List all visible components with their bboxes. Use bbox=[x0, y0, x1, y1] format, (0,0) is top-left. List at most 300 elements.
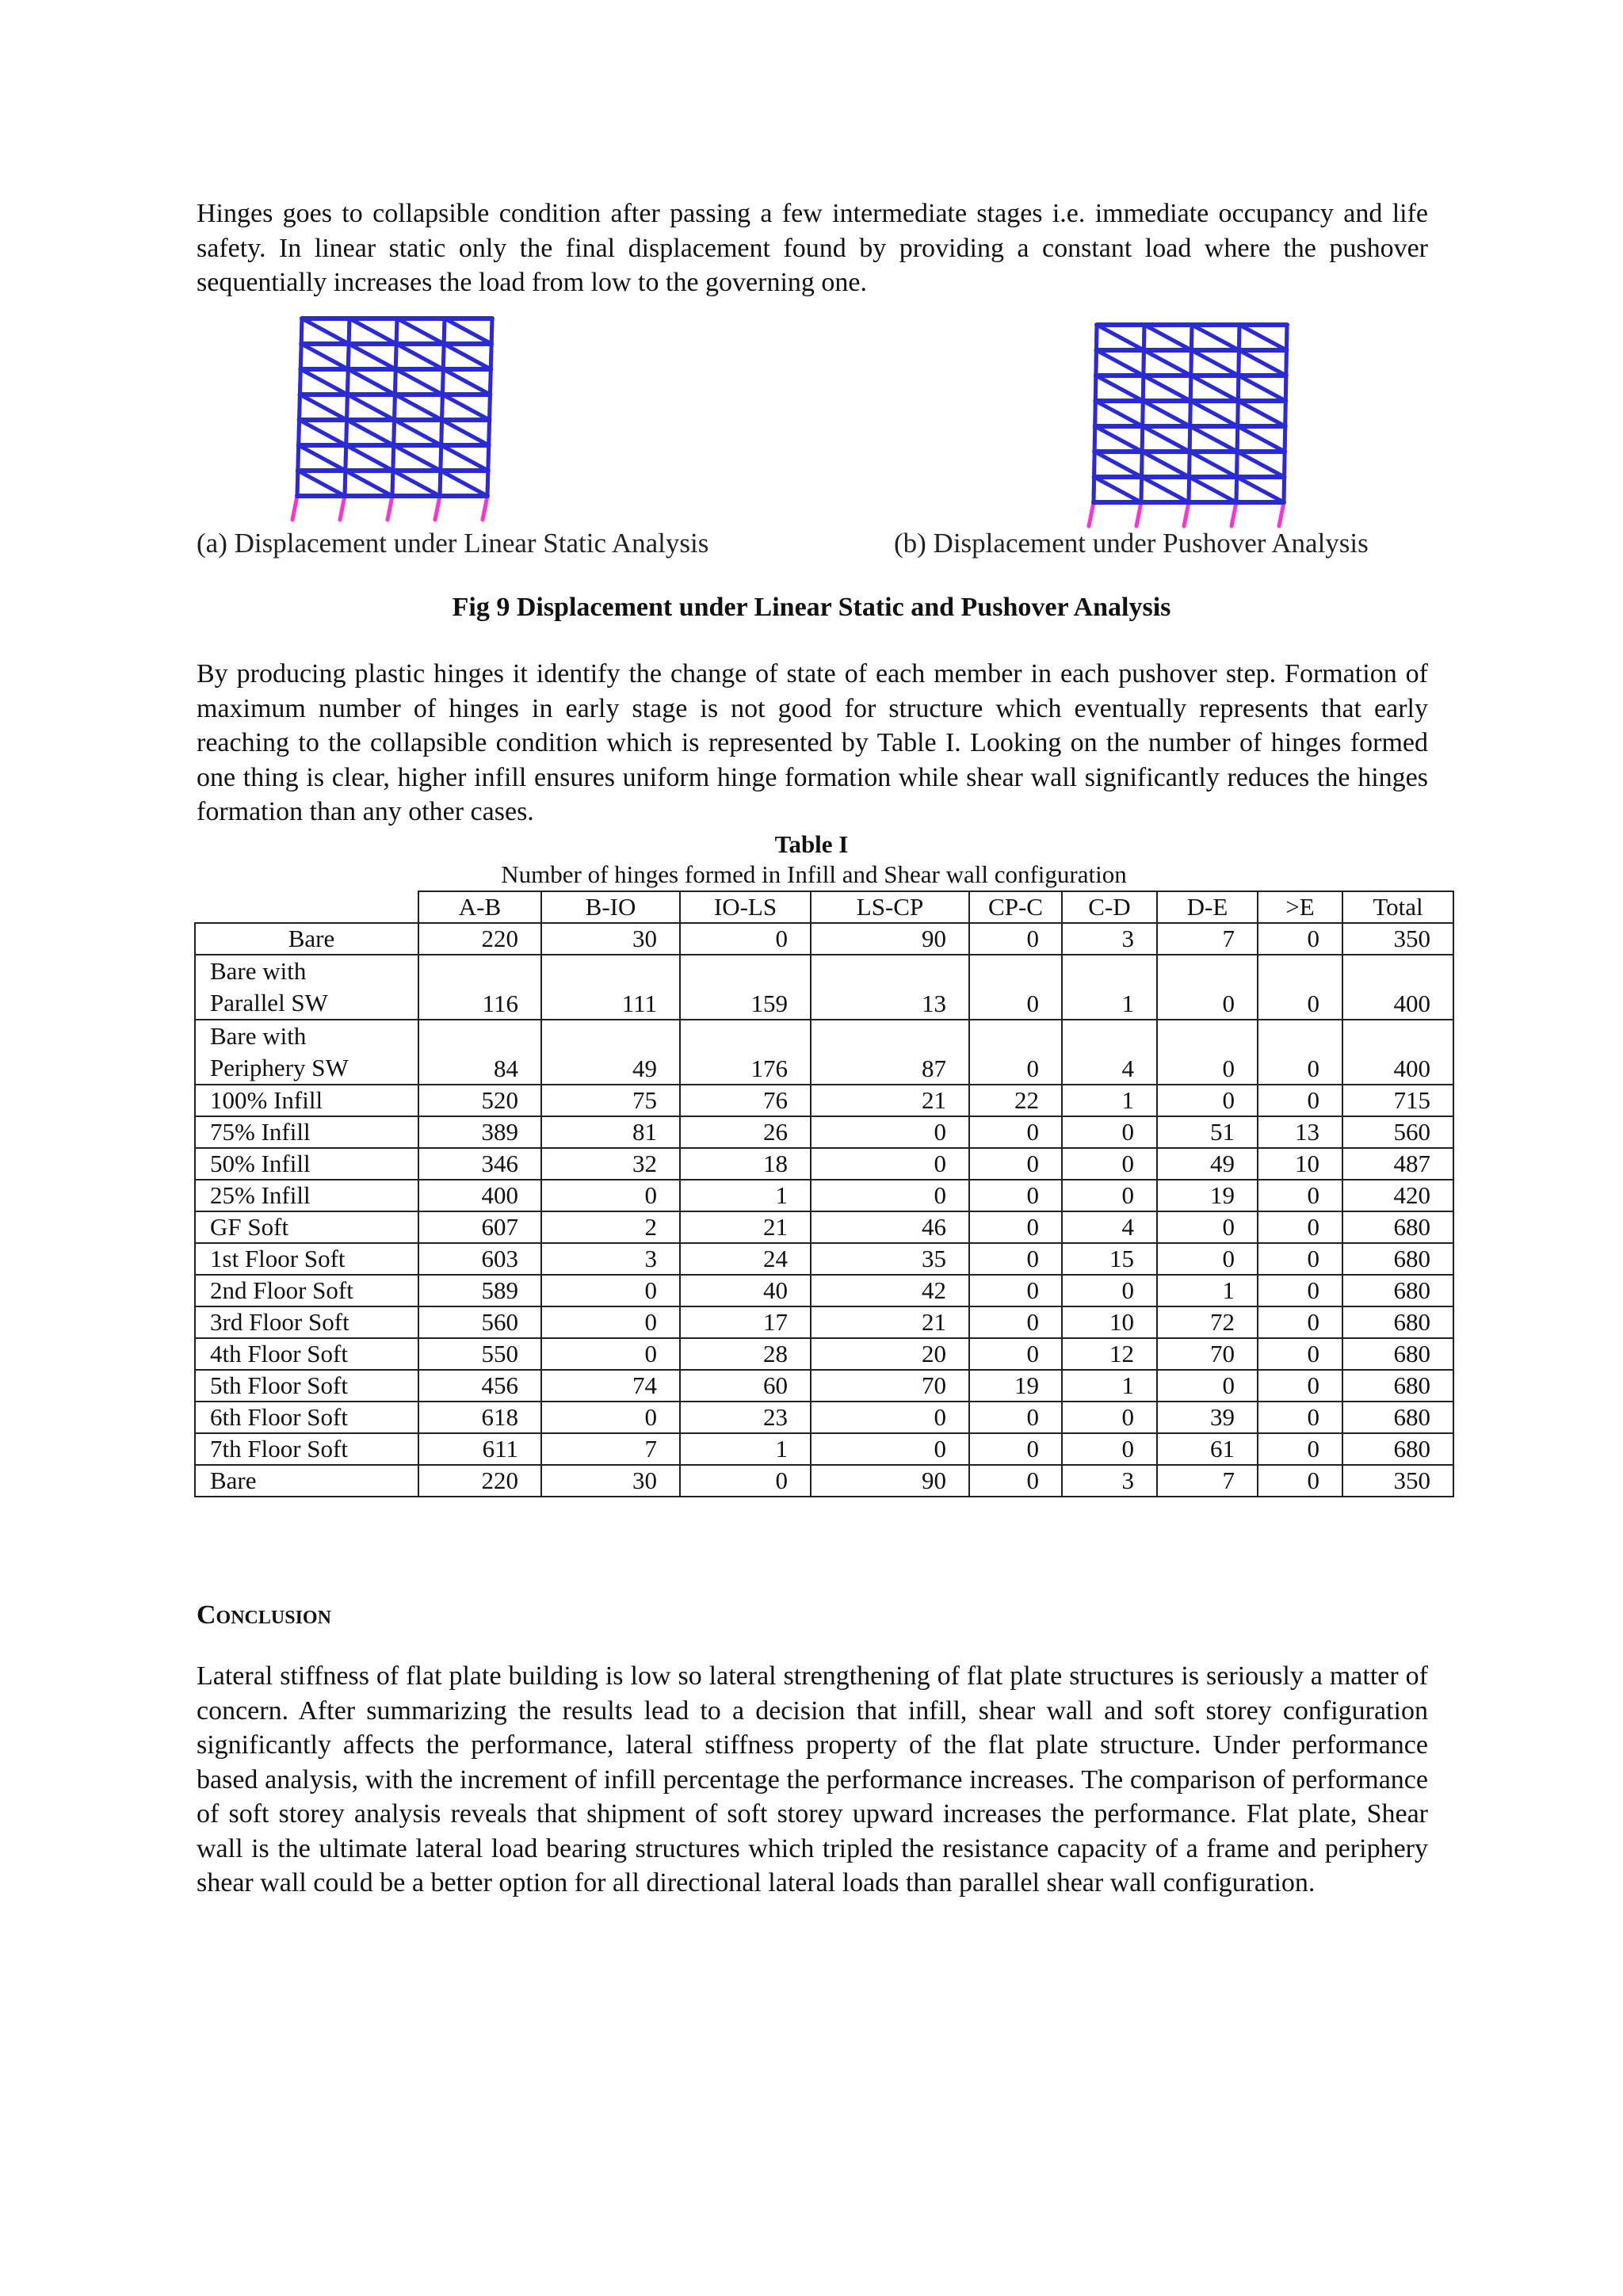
table-cell: 0 bbox=[969, 1148, 1062, 1180]
frame-brace bbox=[1239, 376, 1285, 401]
table-cell: 15 bbox=[1062, 1243, 1157, 1275]
table-cell: 0 bbox=[1062, 1433, 1157, 1465]
frame-brace bbox=[1143, 426, 1190, 452]
table-cell: 0 bbox=[969, 1402, 1062, 1433]
table-cell: 13 bbox=[1258, 1116, 1342, 1148]
frame-column bbox=[1096, 325, 1097, 350]
table-cell: 715 bbox=[1342, 1085, 1453, 1116]
table-cell: 17 bbox=[680, 1306, 811, 1338]
table-cell: 0 bbox=[969, 923, 1062, 955]
table-cell: 350 bbox=[1342, 923, 1453, 955]
table-cell: 0 bbox=[969, 1116, 1062, 1148]
table-cell: 0 bbox=[969, 1243, 1062, 1275]
frame-brace bbox=[1239, 325, 1286, 350]
figure-label-b: (b) Displacement under Pushover Analysis bbox=[894, 528, 1369, 559]
frame-brace bbox=[444, 344, 491, 369]
conclusion-paragraph: Lateral stiffness of flat plate building is low so lateral strengthening of flat plate structures is seriously a matter of concern. After summarizing the results lead to a decision that infill, shear wall and soft storey configuration significantly affects the performance, lateral stiffness property of the flat plate structure. Under performance based analysis, with the increment of infill percentage the performance increases. The comparison of performance of soft storey analysis reveals that shipment of soft storey upward increases the performance. Flat plate, Shear wall is the ultimate lateral load bearing structures which tripled the resistance capacity of a frame and periphery shear wall could be a better option for all directional lateral loads than parallel shear wall configuration. bbox=[197, 1661, 1428, 1897]
row-label bbox=[195, 1370, 418, 1402]
table-corner bbox=[195, 891, 418, 923]
table-cell: 0 bbox=[1258, 1020, 1342, 1085]
frame-column bbox=[1191, 350, 1192, 376]
row-label bbox=[195, 1243, 418, 1275]
frame-column bbox=[488, 445, 489, 471]
table-cell: 60 bbox=[680, 1370, 811, 1402]
table-cell: 23 bbox=[680, 1402, 811, 1433]
frame-brace bbox=[442, 395, 489, 420]
table-cell: 4 bbox=[1062, 1020, 1157, 1085]
frame-brace bbox=[1143, 401, 1190, 426]
table-cell: 0 bbox=[1258, 1433, 1342, 1465]
row-label-line: Bare with bbox=[210, 1022, 307, 1050]
table-cell: 21 bbox=[811, 1085, 969, 1116]
table-cell: 0 bbox=[969, 1211, 1062, 1243]
table-cell: 0 bbox=[1062, 1402, 1157, 1433]
table-cell: 0 bbox=[1258, 1243, 1342, 1275]
row-label-line: 2nd Floor Soft bbox=[210, 1276, 353, 1304]
column-header: IO-LS bbox=[680, 891, 811, 923]
table-cell: 680 bbox=[1342, 1306, 1453, 1338]
frame-brace bbox=[397, 318, 444, 344]
table-cell: 0 bbox=[1258, 1211, 1342, 1243]
table-cell: 22 bbox=[969, 1085, 1062, 1116]
table-cell: 87 bbox=[811, 1020, 969, 1085]
table-cell: 0 bbox=[1062, 1148, 1157, 1180]
frame-column bbox=[1237, 452, 1238, 477]
conclusion-heading: Conclusion bbox=[197, 1600, 331, 1630]
frame-column bbox=[300, 344, 301, 369]
deformed-column-base bbox=[1184, 502, 1189, 526]
table-row bbox=[195, 1116, 1453, 1148]
hinges-table bbox=[194, 891, 1454, 1497]
row-label-line: Bare with bbox=[210, 957, 307, 985]
table-cell: 680 bbox=[1342, 1433, 1453, 1465]
frame-brace bbox=[1094, 477, 1141, 502]
frame-column bbox=[440, 471, 441, 496]
table-row bbox=[195, 1402, 1453, 1433]
frame-column bbox=[441, 420, 442, 445]
table-cell: 10 bbox=[1258, 1148, 1342, 1180]
table-cell: 1 bbox=[1062, 955, 1157, 1020]
table-cell: 19 bbox=[1157, 1180, 1258, 1211]
table-cell: 12 bbox=[1062, 1338, 1157, 1370]
frame-brace bbox=[395, 395, 441, 420]
table-cell: 550 bbox=[418, 1338, 541, 1370]
frame-brace bbox=[346, 471, 392, 496]
table-cell: 0 bbox=[1062, 1116, 1157, 1148]
table-cell: 0 bbox=[541, 1180, 680, 1211]
frame-column bbox=[1284, 477, 1285, 502]
table-cell: 1 bbox=[680, 1180, 811, 1211]
table-cell: 70 bbox=[1157, 1338, 1258, 1370]
row-label bbox=[195, 1275, 418, 1306]
frame-column bbox=[345, 471, 346, 496]
table-cell: 0 bbox=[1258, 1370, 1342, 1402]
table-cell: 0 bbox=[1258, 1085, 1342, 1116]
column-header: Total bbox=[1342, 891, 1453, 923]
table-cell: 4 bbox=[1062, 1211, 1157, 1243]
row-label-line: Bare bbox=[288, 925, 335, 952]
frame-brace bbox=[441, 445, 488, 471]
frame-brace bbox=[393, 471, 440, 496]
table-cell: 159 bbox=[680, 955, 811, 1020]
frame-brace bbox=[1190, 477, 1236, 502]
table-caption: Number of hinges formed in Infill and Shear wall configuration bbox=[501, 860, 1127, 888]
row-label bbox=[195, 1465, 418, 1497]
table-row bbox=[195, 955, 1453, 1020]
table-cell: 0 bbox=[1258, 1180, 1342, 1211]
frame-brace bbox=[395, 369, 442, 395]
frame-column bbox=[346, 420, 347, 445]
table-cell: 0 bbox=[1258, 923, 1342, 955]
frame-column bbox=[1285, 401, 1286, 426]
frame-brace bbox=[1097, 325, 1144, 350]
table-cell: 28 bbox=[680, 1338, 811, 1370]
table-cell: 350 bbox=[1342, 1465, 1453, 1497]
table-cell: 30 bbox=[541, 1465, 680, 1497]
table-cell: 220 bbox=[418, 1465, 541, 1497]
deformed-column-base bbox=[388, 496, 392, 520]
table-cell: 0 bbox=[969, 1433, 1062, 1465]
table-cell: 3 bbox=[1062, 1465, 1157, 1497]
table-row bbox=[195, 1306, 1453, 1338]
table-cell: 0 bbox=[969, 1465, 1062, 1497]
frame-column bbox=[1190, 401, 1191, 426]
table-cell: 400 bbox=[1342, 1020, 1453, 1085]
table-cell: 75 bbox=[541, 1085, 680, 1116]
frame-column bbox=[1095, 401, 1096, 426]
row-label-line: 3rd Floor Soft bbox=[210, 1308, 349, 1336]
table-cell: 18 bbox=[680, 1148, 811, 1180]
table-cell: 0 bbox=[811, 1116, 969, 1148]
table-cell: 74 bbox=[541, 1370, 680, 1402]
table-row bbox=[195, 1180, 1453, 1211]
frame-column bbox=[444, 318, 445, 344]
frame-column bbox=[393, 445, 394, 471]
frame-brace bbox=[1144, 350, 1190, 376]
row-label bbox=[195, 1338, 418, 1370]
linear-static-frame-figure bbox=[281, 311, 503, 526]
table-row bbox=[195, 1433, 1453, 1465]
table-row bbox=[195, 923, 1453, 955]
table-cell: 611 bbox=[418, 1433, 541, 1465]
row-label bbox=[195, 1148, 418, 1180]
frame-brace bbox=[1191, 350, 1238, 376]
frame-brace bbox=[298, 471, 345, 496]
deformed-column-base bbox=[292, 496, 297, 520]
deformed-column-base bbox=[1136, 502, 1141, 526]
frame-brace bbox=[1095, 401, 1142, 426]
table-cell: 680 bbox=[1342, 1402, 1453, 1433]
frame-brace bbox=[1142, 477, 1189, 502]
table-cell: 1 bbox=[1062, 1370, 1157, 1402]
row-label bbox=[195, 955, 418, 1020]
table-cell: 0 bbox=[969, 1275, 1062, 1306]
row-label-line: Parallel SW bbox=[210, 989, 328, 1016]
frame-column bbox=[1238, 401, 1239, 426]
table-cell: 680 bbox=[1342, 1211, 1453, 1243]
table-cell: 19 bbox=[969, 1370, 1062, 1402]
table-title: Table I bbox=[774, 830, 849, 858]
frame-brace bbox=[1144, 376, 1190, 401]
frame-column bbox=[1094, 452, 1095, 477]
table-cell: 70 bbox=[811, 1370, 969, 1402]
table-cell: 90 bbox=[811, 923, 969, 955]
table-cell: 0 bbox=[1062, 1180, 1157, 1211]
frame-column bbox=[1238, 376, 1239, 401]
table-cell: 346 bbox=[418, 1148, 541, 1180]
row-label bbox=[195, 1020, 418, 1085]
frame-column bbox=[1143, 401, 1144, 426]
table-cell: 3 bbox=[1062, 923, 1157, 955]
table-cell: 13 bbox=[811, 955, 969, 1020]
column-header: LS-CP bbox=[811, 891, 969, 923]
row-label bbox=[195, 1433, 418, 1465]
table-cell: 3 bbox=[541, 1243, 680, 1275]
table-cell: 81 bbox=[541, 1116, 680, 1148]
column-header: >E bbox=[1258, 891, 1342, 923]
table-cell: 46 bbox=[811, 1211, 969, 1243]
table-cell: 456 bbox=[418, 1370, 541, 1402]
column-header: B-IO bbox=[541, 891, 680, 923]
table-cell: 0 bbox=[541, 1275, 680, 1306]
table-cell: 111 bbox=[541, 955, 680, 1020]
row-label bbox=[195, 1180, 418, 1211]
frame-brace bbox=[1238, 401, 1285, 426]
column-header: CP-C bbox=[969, 891, 1062, 923]
row-label bbox=[195, 1402, 418, 1433]
table-cell: 220 bbox=[418, 923, 541, 955]
table-cell: 607 bbox=[418, 1211, 541, 1243]
frame-column bbox=[1286, 325, 1287, 350]
table-cell: 84 bbox=[418, 1020, 541, 1085]
frame-column bbox=[490, 395, 491, 420]
table-cell: 0 bbox=[1157, 1243, 1258, 1275]
table-cell: 0 bbox=[1258, 1275, 1342, 1306]
frame-column bbox=[1285, 376, 1286, 401]
frame-brace bbox=[1096, 376, 1143, 401]
table-cell: 20 bbox=[811, 1338, 969, 1370]
pushover-frame-figure bbox=[1078, 317, 1300, 532]
frame-column bbox=[1142, 452, 1143, 477]
frame-column bbox=[1189, 477, 1190, 502]
table-cell: 520 bbox=[418, 1085, 541, 1116]
frame-column bbox=[442, 395, 443, 420]
body-paragraph: By producing plastic hinges it identify the change of state of each member in each pushover step. Formation of maximum number of hinges in early stage is not good for structure which eventually represents that early reaching to the collapsible condition which is represented by Table I. Looking on the number of hinges formed one thing is clear, higher infill ensures uniform hinge formation while shear wall significantly reduces the hinges formation than any other cases. bbox=[197, 659, 1428, 826]
frame-brace bbox=[346, 445, 393, 471]
table-cell: 0 bbox=[541, 1338, 680, 1370]
row-label-line: 7th Floor Soft bbox=[210, 1435, 348, 1463]
column-header: C-D bbox=[1062, 891, 1157, 923]
row-label-line: GF Soft bbox=[210, 1213, 289, 1241]
table-header-row bbox=[195, 891, 1453, 923]
figure-label-a: (a) Displacement under Linear Static Analysis bbox=[197, 528, 709, 559]
table-row bbox=[195, 1020, 1453, 1085]
table-cell: 589 bbox=[418, 1275, 541, 1306]
table-cell: 61 bbox=[1157, 1433, 1258, 1465]
frame-column bbox=[392, 471, 393, 496]
table-row bbox=[195, 1085, 1453, 1116]
table-cell: 40 bbox=[680, 1275, 811, 1306]
frame-column bbox=[1094, 426, 1095, 452]
table-cell: 116 bbox=[418, 955, 541, 1020]
table-cell: 560 bbox=[1342, 1116, 1453, 1148]
table-cell: 76 bbox=[680, 1085, 811, 1116]
frame-brace bbox=[396, 344, 443, 369]
frame-column bbox=[442, 369, 443, 395]
table-row bbox=[195, 1465, 1453, 1497]
frame-brace bbox=[1238, 426, 1285, 452]
row-label-line: 25% Infill bbox=[210, 1181, 311, 1209]
table-cell: 0 bbox=[1258, 1465, 1342, 1497]
frame-brace bbox=[1237, 477, 1284, 502]
table-cell: 400 bbox=[1342, 955, 1453, 1020]
deformed-column-base bbox=[1279, 502, 1284, 526]
row-label bbox=[195, 1085, 418, 1116]
table-cell: 49 bbox=[541, 1020, 680, 1085]
frame-column bbox=[1095, 376, 1096, 401]
frame-brace bbox=[347, 420, 394, 445]
table-cell: 0 bbox=[1157, 1020, 1258, 1085]
column-header: D-E bbox=[1157, 891, 1258, 923]
frame-column bbox=[1096, 350, 1097, 376]
frame-brace bbox=[1095, 426, 1142, 452]
table-cell: 680 bbox=[1342, 1370, 1453, 1402]
table-cell: 0 bbox=[811, 1180, 969, 1211]
deformed-column-base bbox=[435, 496, 440, 520]
table-cell: 0 bbox=[811, 1402, 969, 1433]
row-label-line: 100% Infill bbox=[210, 1086, 323, 1114]
table-row bbox=[195, 1338, 1453, 1370]
row-label-line: Periphery SW bbox=[210, 1054, 349, 1081]
frame-column bbox=[490, 369, 491, 395]
table-cell: 0 bbox=[969, 1180, 1062, 1211]
row-label bbox=[195, 923, 418, 955]
frame-column bbox=[487, 471, 488, 496]
frame-brace bbox=[302, 318, 349, 344]
row-label-line: 5th Floor Soft bbox=[210, 1371, 348, 1399]
frame-column bbox=[1286, 350, 1287, 376]
table-cell: 1 bbox=[680, 1433, 811, 1465]
table-cell: 400 bbox=[418, 1180, 541, 1211]
frame-brace bbox=[300, 369, 347, 395]
table-row bbox=[195, 1275, 1453, 1306]
row-label-line: 6th Floor Soft bbox=[210, 1403, 348, 1431]
table-cell: 0 bbox=[969, 1338, 1062, 1370]
frame-brace bbox=[347, 395, 394, 420]
row-label-line: 75% Infill bbox=[210, 1118, 311, 1146]
frame-column bbox=[301, 318, 302, 344]
table-cell: 0 bbox=[969, 955, 1062, 1020]
table-cell: 0 bbox=[541, 1306, 680, 1338]
table-cell: 0 bbox=[1258, 1402, 1342, 1433]
frame-brace bbox=[1144, 325, 1191, 350]
frame-brace bbox=[300, 420, 346, 445]
table-cell: 51 bbox=[1157, 1116, 1258, 1148]
table-row bbox=[195, 1243, 1453, 1275]
table-cell: 618 bbox=[418, 1402, 541, 1433]
frame-brace bbox=[441, 471, 487, 496]
table-cell: 21 bbox=[811, 1306, 969, 1338]
table-row bbox=[195, 1148, 1453, 1180]
frame-column bbox=[395, 344, 396, 369]
table-cell: 0 bbox=[1258, 955, 1342, 1020]
row-label-line: Bare bbox=[210, 1466, 257, 1494]
frame-column bbox=[347, 395, 348, 420]
frame-brace bbox=[1237, 452, 1284, 477]
table-cell: 0 bbox=[1157, 1085, 1258, 1116]
row-label-line: 4th Floor Soft bbox=[210, 1340, 348, 1367]
intro-paragraph: Hinges goes to collapsible condition after passing a few intermediate stages i.e. immediate occupancy and life safety. In linear static only the final displacement found by providing a constant load where the pushover sequentially increases the load from low to the governing one. bbox=[197, 199, 1428, 297]
frame-brace bbox=[1096, 350, 1143, 376]
frame-brace bbox=[1190, 426, 1237, 452]
frame-column bbox=[1191, 325, 1192, 350]
table-cell: 49 bbox=[1157, 1148, 1258, 1180]
deformed-column-base bbox=[1089, 502, 1094, 526]
figure-title: Fig 9 Displacement under Linear Static and Pushover Analysis bbox=[452, 593, 1171, 622]
row-label bbox=[195, 1306, 418, 1338]
frame-brace bbox=[1191, 376, 1238, 401]
table-cell: 0 bbox=[1062, 1275, 1157, 1306]
frame-brace bbox=[1239, 350, 1285, 376]
table-cell: 0 bbox=[1157, 1211, 1258, 1243]
frame-column bbox=[299, 420, 300, 445]
frame-brace bbox=[394, 445, 441, 471]
table-cell: 0 bbox=[1157, 955, 1258, 1020]
deformed-column-base bbox=[340, 496, 345, 520]
frame-brace bbox=[1094, 452, 1141, 477]
table-cell: 0 bbox=[1258, 1306, 1342, 1338]
frame-column bbox=[1143, 376, 1144, 401]
table-cell: 10 bbox=[1062, 1306, 1157, 1338]
table-cell: 0 bbox=[811, 1433, 969, 1465]
table-cell: 0 bbox=[680, 1465, 811, 1497]
frame-column bbox=[1141, 477, 1142, 502]
table-cell: 0 bbox=[969, 1306, 1062, 1338]
table-cell: 0 bbox=[811, 1148, 969, 1180]
table-cell: 680 bbox=[1342, 1338, 1453, 1370]
frame-column bbox=[1190, 376, 1191, 401]
frame-brace bbox=[1192, 325, 1239, 350]
table-cell: 7 bbox=[1157, 1465, 1258, 1497]
frame-brace bbox=[443, 369, 490, 395]
frame-brace bbox=[349, 318, 396, 344]
table-cell: 176 bbox=[680, 1020, 811, 1085]
row-label bbox=[195, 1116, 418, 1148]
table-cell: 72 bbox=[1157, 1306, 1258, 1338]
table-cell: 0 bbox=[680, 923, 811, 955]
table-cell: 420 bbox=[1342, 1180, 1453, 1211]
table-cell: 0 bbox=[969, 1020, 1062, 1085]
table-cell: 30 bbox=[541, 923, 680, 955]
frame-brace bbox=[299, 445, 346, 471]
table-row bbox=[195, 1211, 1453, 1243]
frame-brace bbox=[395, 420, 441, 445]
frame-column bbox=[1237, 426, 1238, 452]
table-cell: 0 bbox=[1258, 1338, 1342, 1370]
frame-column bbox=[394, 420, 395, 445]
row-label-line: 1st Floor Soft bbox=[210, 1245, 346, 1272]
frame-column bbox=[1236, 477, 1237, 502]
table-cell: 39 bbox=[1157, 1402, 1258, 1433]
frame-brace bbox=[445, 318, 491, 344]
table-cell: 7 bbox=[541, 1433, 680, 1465]
table-cell: 1 bbox=[1062, 1085, 1157, 1116]
frame-brace bbox=[1190, 401, 1237, 426]
table-cell: 26 bbox=[680, 1116, 811, 1148]
row-label bbox=[195, 1211, 418, 1243]
frame-brace bbox=[348, 369, 395, 395]
table-cell: 389 bbox=[418, 1116, 541, 1148]
